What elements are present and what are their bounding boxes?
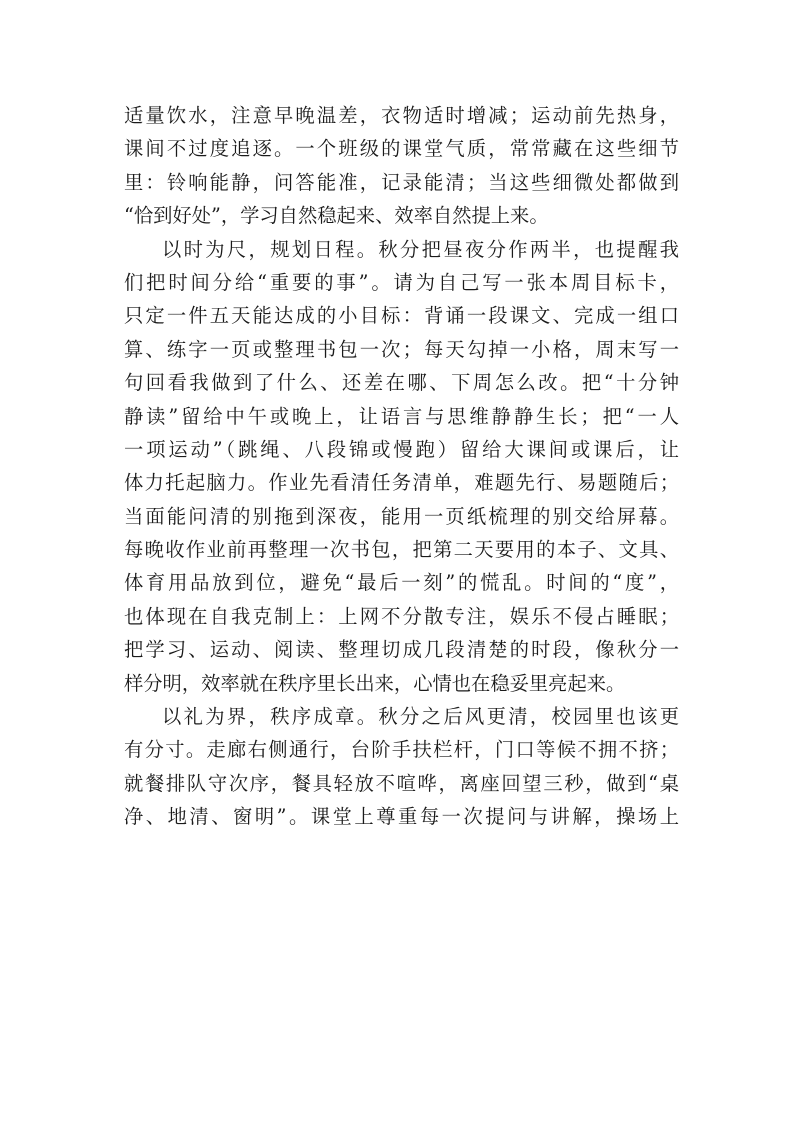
- text-line: 每晚收作业前再整理一次书包，把第二天要用的本子、文具、: [124, 538, 679, 562]
- text-line: 把学习、运动、阅读、整理切成几段清楚的时段，像秋分一: [124, 638, 679, 662]
- text-line: 有分寸。走廊右侧通行，台阶手扶栏杆，门口等候不拥不挤；: [124, 738, 679, 762]
- text-line: “恰到好处”，学习自然稳起来、效率自然提上来。: [124, 204, 549, 228]
- text-line: 课间不过度追逐。一个班级的课堂气质，常常藏在这些细节: [124, 137, 679, 161]
- text-line: 句回看我做到了什么、还差在哪、下周怎么改。把“十分钟: [124, 371, 679, 395]
- body-text: [124, 99, 679, 834]
- text-line: 里：铃响能静，问答能准，记录能清；当这些细微处都做到: [124, 170, 679, 194]
- text-line: 们把时间分给“重要的事”。请为自己写一张本周目标卡，: [124, 270, 679, 294]
- text-line: 当面能问清的别拖到深夜，能用一页纸梳理的别交给屏幕。: [124, 504, 679, 528]
- text-line: 以礼为界，秩序成章。秋分之后风更清，校园里也该更: [162, 705, 679, 729]
- text-line: 静读”留给中午或晚上，让语言与思维静静生长；把“一人: [124, 404, 679, 428]
- text-line: 适量饮水，注意早晚温差，衣物适时增减；运动前先热身，: [124, 104, 679, 127]
- text-line: 只定一件五天能达成的小目标：背诵一段课文、完成一组口: [124, 304, 679, 328]
- text-line: 净、地清、窗明”。课堂上尊重每一次提问与讲解，操场上: [124, 805, 679, 829]
- text-line: 一项运动”（跳绳、八段锦或慢跑）留给大课间或课后，让: [124, 437, 679, 461]
- text-line: 体力托起脑力。作业先看清任务清单，难题先行、易题随后；: [124, 471, 679, 495]
- text-line: 体育用品放到位，避免“最后一刻”的慌乱。时间的“度”，: [124, 571, 679, 595]
- text-line: 就餐排队守次序，餐具轻放不喧哗，离座回望三秒，做到“桌: [124, 771, 679, 795]
- text-line: 以时为尺，规划日程。秋分把昼夜分作两半，也提醒我: [162, 237, 679, 261]
- text-line: 也体现在自我克制上：上网不分散专注，娱乐不侵占睡眠；: [124, 604, 679, 628]
- text-line: 样分明，效率就在秩序里长出来，心情也在稳妥里亮起来。: [124, 671, 626, 695]
- text-line: 算、练字一页或整理书包一次；每天勾掉一小格，周末写一: [124, 337, 679, 361]
